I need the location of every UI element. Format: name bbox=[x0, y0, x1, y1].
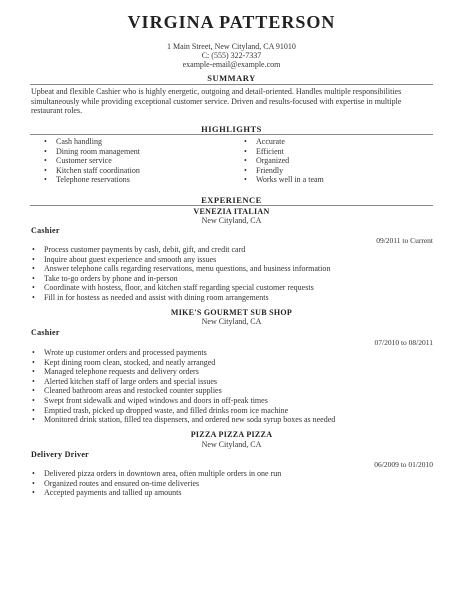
job-dates: 06/2009 to 01/2010 bbox=[374, 460, 433, 469]
duty-item: • Fill in for hostess as needed and assist with dining room arrangements bbox=[30, 293, 330, 303]
duty-item: • Organized routes and ensured on-time deliveries bbox=[30, 479, 281, 489]
summary-text: Upbeat and flexible Cashier who is highly energetic, outgoing and detail-oriented. Handles multiple responsibilities simultaneously while providing exceptional customer service. Driven and results-focused with expertise in multiple restaurant roles. bbox=[31, 87, 402, 115]
duty-item: • Inquire about guest experience and smooth any issues bbox=[30, 255, 330, 265]
job-title: Delivery Driver bbox=[31, 450, 90, 459]
duty-item: • Cleaned bathroom areas and restocked counter supplies bbox=[30, 386, 335, 396]
duty-item: • Emptied trash, picked up dropped waste, and filled drinks room ice machine bbox=[30, 406, 335, 416]
highlight-item: • Customer service bbox=[42, 156, 140, 166]
job-title: Cashier bbox=[31, 226, 60, 235]
highlight-item: • Telephone reservations bbox=[42, 175, 140, 185]
summary-title: SUMMARY bbox=[207, 73, 256, 83]
candidate-name: VIRGINA PATTERSON bbox=[127, 12, 336, 32]
duty-item: • Take to-go orders by phone and in-person bbox=[30, 274, 330, 284]
job-dates: 07/2010 to 08/2011 bbox=[374, 338, 433, 347]
highlight-item: • Accurate bbox=[242, 137, 324, 147]
job-duties-list bbox=[30, 245, 330, 303]
employer-name: PIZZA PIZZA PIZZA bbox=[190, 430, 273, 439]
job-duties-list bbox=[30, 348, 335, 425]
duty-item: • Answer telephone calls regarding reservations, menu questions, and business information bbox=[30, 264, 330, 274]
employer-location: New Cityland, CA bbox=[201, 216, 262, 225]
duty-item: • Kept dining room clean, stocked, and neatly arranged bbox=[30, 358, 335, 368]
duty-item: • Monitored drink station, filled tea dispensers, and ordered new soda syrup boxes as needed bbox=[30, 415, 335, 425]
employer-location: New Cityland, CA bbox=[201, 317, 262, 326]
employer-location: New Cityland, CA bbox=[201, 440, 262, 449]
highlight-item: • Efficient bbox=[242, 147, 324, 157]
employer-name: VENEZIA ITALIAN bbox=[193, 207, 270, 216]
experience-divider bbox=[30, 205, 433, 206]
duty-item: • Swept front sidewalk and wiped windows and doors in off-peak times bbox=[30, 396, 335, 406]
job-title: Cashier bbox=[31, 328, 60, 337]
highlight-item: • Dining room management bbox=[42, 147, 140, 157]
duty-item: • Managed telephone requests and delivery orders bbox=[30, 367, 335, 377]
duty-item: • Process customer payments by cash, debit, gift, and credit card bbox=[30, 245, 330, 255]
job-dates: 09/2011 to Current bbox=[376, 236, 433, 245]
highlight-item: • Friendly bbox=[242, 166, 324, 176]
summary-divider bbox=[30, 84, 433, 85]
highlights-title: HIGHLIGHTS bbox=[201, 124, 262, 134]
highlight-item: • Cash handling bbox=[42, 137, 140, 147]
highlights-divider bbox=[30, 134, 433, 135]
highlight-item: • Kitchen staff coordination bbox=[42, 166, 140, 176]
duty-item: • Wrote up customer orders and processed payments bbox=[30, 348, 335, 358]
duty-item: • Coordinate with hostess, floor, and kitchen staff regarding special customer requests bbox=[30, 283, 330, 293]
highlight-item: • Organized bbox=[242, 156, 324, 166]
employer-name: MIKE'S GOURMET SUB SHOP bbox=[170, 308, 293, 317]
contact-email: example-email@example.com bbox=[182, 60, 281, 69]
contact-address: 1 Main Street, New Cityland, CA 91010 bbox=[167, 42, 296, 51]
duty-item: • Accepted payments and tallied up amounts bbox=[30, 488, 281, 498]
highlight-item: • Works well in a team bbox=[242, 175, 324, 185]
duty-item: • Delivered pizza orders in downtown area, often multiple orders in one run bbox=[30, 469, 281, 479]
contact-phone: C: (555) 322-7337 bbox=[201, 51, 262, 60]
job-duties-list bbox=[30, 469, 281, 498]
duty-item: • Alerted kitchen staff of large orders and special issues bbox=[30, 377, 335, 387]
highlights-list-left bbox=[42, 137, 140, 185]
experience-title: EXPERIENCE bbox=[201, 195, 262, 205]
highlights-list-right bbox=[242, 137, 324, 185]
